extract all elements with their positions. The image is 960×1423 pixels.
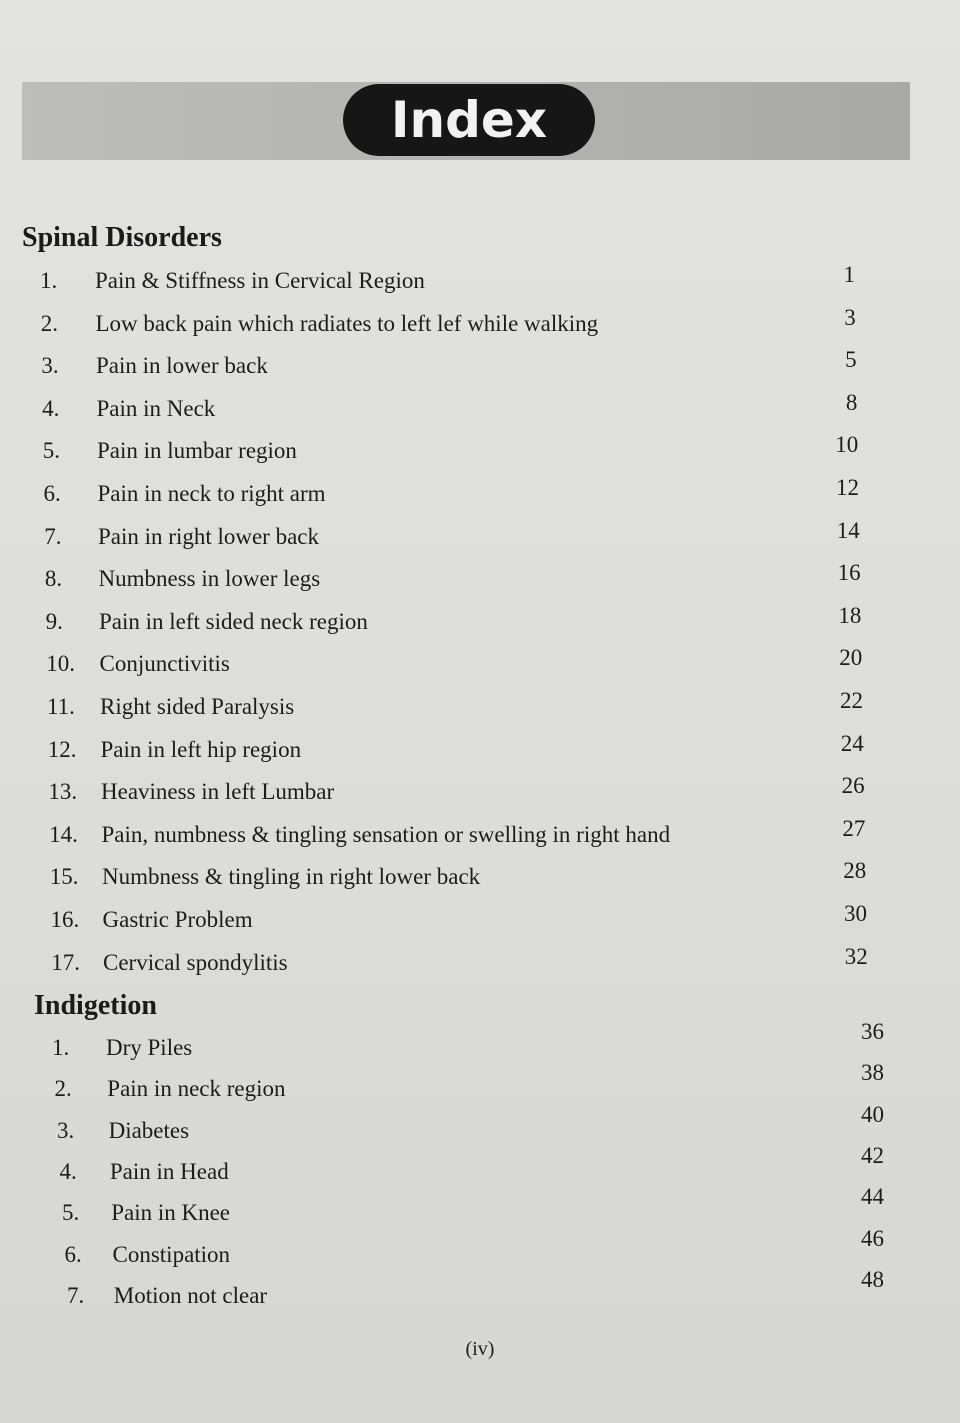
- entry-page-number: 12: [836, 475, 859, 500]
- entry-title: Pain in Knee: [111, 1200, 230, 1226]
- entry-number: 11.: [47, 694, 75, 719]
- entry-title: Diabetes: [108, 1117, 190, 1143]
- entry-number: 8.: [44, 566, 63, 592]
- entry-title: Low back pain which radiates to left lef while walking: [95, 310, 599, 336]
- index-entry: [0, 773, 960, 809]
- entry-page-number: 27: [842, 815, 866, 841]
- entry-number: 4.: [59, 1158, 77, 1184]
- entry-title: Cervical spondylitis: [103, 949, 288, 975]
- entry-page-number: 8: [845, 389, 858, 415]
- entry-page-number: 36: [861, 1019, 884, 1044]
- index-entry: [0, 262, 960, 298]
- entry-page-number: 46: [861, 1225, 884, 1251]
- entry-number: 15.: [49, 864, 79, 890]
- section-title-spinal: Spinal Disorders: [22, 222, 222, 253]
- entry-number: 5.: [62, 1200, 80, 1226]
- entry-title: Numbness in lower legs: [98, 566, 321, 592]
- entry-title: Pain in neck region: [107, 1076, 286, 1102]
- entry-number: 6.: [43, 481, 61, 506]
- index-entry: [0, 1266, 960, 1313]
- entry-number: 13.: [48, 779, 78, 805]
- entry-number: 3.: [41, 353, 59, 379]
- page-title: Index: [343, 84, 595, 156]
- index-entry: [0, 347, 960, 383]
- entry-page-number: 16: [837, 560, 861, 586]
- entry-number: 17.: [51, 949, 80, 975]
- index-entry: [0, 1101, 960, 1148]
- page-footer-number: (iv): [465, 1338, 495, 1360]
- index-entry: [0, 1060, 960, 1106]
- entry-title: Right sided Paralysis: [100, 694, 295, 719]
- entry-title: Pain in left sided neck region: [99, 608, 368, 634]
- index-entry: [0, 645, 960, 681]
- entry-page-number: 14: [836, 517, 860, 543]
- index-entry: [0, 1142, 960, 1189]
- index-entry: [0, 1225, 960, 1272]
- entry-page-number: 3: [844, 304, 856, 330]
- entry-page-number: 32: [844, 943, 868, 969]
- entry-title: Conjunctivitis: [99, 651, 230, 677]
- entry-title: Constipation: [112, 1241, 231, 1267]
- entry-title: Pain in Neck: [96, 395, 216, 421]
- entry-number: 4.: [42, 395, 60, 421]
- entry-number: 5.: [42, 438, 61, 464]
- index-entry: [0, 475, 960, 511]
- entry-page-number: 24: [840, 730, 864, 756]
- entry-page-number: 42: [861, 1142, 884, 1168]
- entry-page-number: 22: [840, 688, 863, 713]
- entry-title: Pain in lumbar region: [97, 438, 297, 464]
- entry-number: 1.: [40, 268, 58, 293]
- entry-title: Pain in right lower back: [98, 523, 320, 549]
- entry-number: 2.: [40, 310, 58, 336]
- section-title-indigetion: Indigetion: [34, 990, 157, 1021]
- entry-title: Pain & Stiffness in Cervical Region: [95, 268, 425, 293]
- index-entry: [0, 943, 960, 980]
- entry-page-number: 40: [861, 1101, 884, 1127]
- entry-number: 7.: [44, 523, 62, 549]
- entry-page-number: 44: [861, 1184, 884, 1210]
- entry-number: 14.: [49, 821, 78, 847]
- entry-title: Heaviness in left Lumbar: [101, 779, 335, 805]
- entry-page-number: 1: [843, 262, 855, 287]
- entry-title: Dry Piles: [106, 1035, 193, 1060]
- entry-number: 12.: [47, 736, 77, 762]
- entry-number: 6.: [64, 1241, 82, 1267]
- entry-page-number: 26: [841, 773, 865, 799]
- index-entry: [0, 560, 960, 596]
- entry-title: Pain in Head: [109, 1158, 229, 1184]
- index-entry: [0, 688, 960, 724]
- entry-number: 2.: [54, 1076, 72, 1102]
- entry-page-number: 30: [844, 901, 867, 926]
- entry-page-number: 38: [861, 1060, 884, 1086]
- index-entry: [0, 730, 960, 767]
- entry-title: Pain in lower back: [96, 353, 268, 379]
- index-entry: [0, 815, 960, 852]
- index-entry: [0, 1184, 960, 1230]
- entry-number: 1.: [52, 1035, 70, 1060]
- entry-title: Pain, numbness & tingling sensation or swelling in right hand: [101, 821, 671, 847]
- entry-title: Pain in neck to right arm: [97, 481, 326, 506]
- entry-page-number: 48: [861, 1266, 884, 1292]
- entry-number: 9.: [45, 608, 63, 634]
- entry-number: 16.: [50, 907, 80, 932]
- index-entry: [0, 389, 960, 426]
- entry-page-number: 18: [838, 602, 862, 628]
- entry-number: 10.: [46, 651, 76, 677]
- entry-title: Numbness & tingling in right lower back: [102, 864, 481, 890]
- index-entry: [0, 602, 960, 639]
- entry-page-number: 10: [835, 432, 859, 458]
- entry-number: 7.: [67, 1282, 85, 1308]
- entry-title: Gastric Problem: [102, 907, 253, 932]
- index-entry: [0, 901, 960, 937]
- entry-page-number: 5: [845, 347, 857, 373]
- entry-page-number: 28: [843, 858, 867, 884]
- index-entry: [0, 432, 960, 468]
- index-entry: [0, 858, 960, 894]
- entry-page-number: 20: [839, 645, 863, 671]
- index-entry: [0, 1019, 960, 1065]
- entry-title: Pain in left hip region: [100, 736, 302, 762]
- index-entry: [0, 304, 960, 341]
- index-entry: [0, 517, 960, 554]
- entry-number: 3.: [57, 1117, 75, 1143]
- entry-title: Motion not clear: [113, 1282, 268, 1308]
